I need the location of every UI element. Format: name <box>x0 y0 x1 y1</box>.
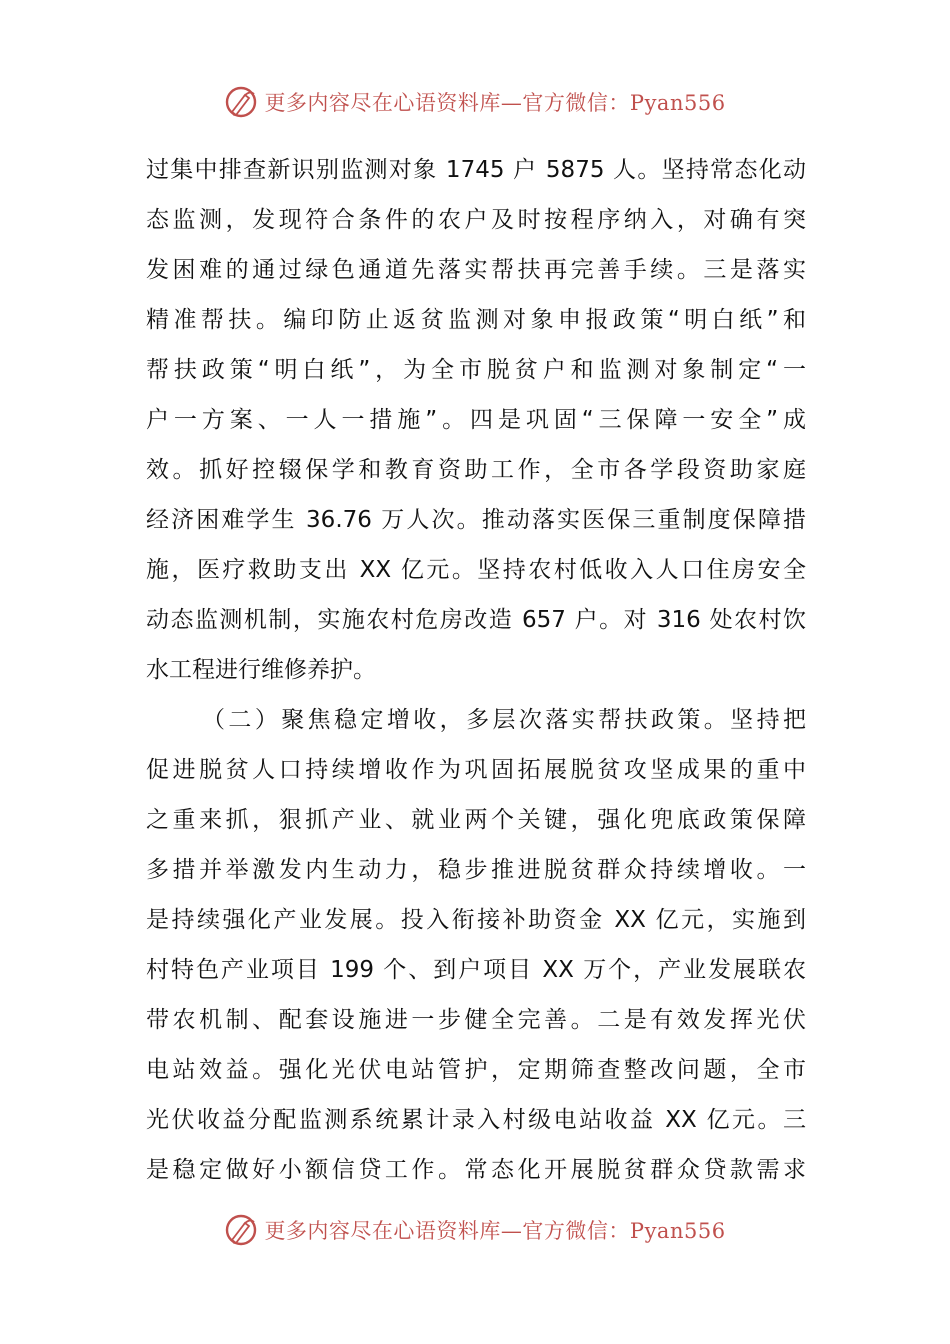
body-line: 经济困难学生 36.76 万人次。推动落实医保三重制度保障措 <box>146 507 806 533</box>
watermark-text: 更多内容尽在心语资料库—官方微信：Pyan556 <box>264 1219 726 1243</box>
body-line: 水工程进行维修养护。 <box>146 657 376 683</box>
pen-logo-icon <box>224 85 258 119</box>
body-line: 多措并举激发内生动力，稳步推进脱贫群众持续增收。一 <box>146 857 806 883</box>
body-line: 电站效益。强化光伏电站管护，定期筛查整改问题，全市 <box>146 1057 806 1083</box>
watermark-header <box>0 84 950 120</box>
body-line: 是稳定做好小额信贷工作。常态化开展脱贫群众贷款需求 <box>146 1157 806 1183</box>
document-body <box>146 145 806 1195</box>
body-line: 村特色产业项目 199 个、到户项目 XX 万个，产业发展联农 <box>146 957 806 983</box>
paragraph-heading-line: （二）聚焦稳定增收，多层次落实帮扶政策。坚持把 <box>202 707 806 733</box>
body-line: 户一方案、一人一措施”。四是巩固“三保障一安全”成 <box>146 407 806 433</box>
pen-logo-icon <box>224 1213 258 1247</box>
body-line: 精准帮扶。编印防止返贫监测对象申报政策“明白纸”和 <box>146 307 806 333</box>
body-line: 动态监测机制，实施农村危房改造 657 户。对 316 处农村饮 <box>146 607 806 633</box>
body-line: 是持续强化产业发展。投入衔接补助资金 XX 亿元，实施到 <box>146 907 806 933</box>
body-line: 效。抓好控辍保学和教育资助工作，全市各学段资助家庭 <box>146 457 806 483</box>
watermark-footer <box>0 1212 950 1248</box>
body-line: 发困难的通过绿色通道先落实帮扶再完善手续。三是落实 <box>146 257 806 283</box>
watermark-text: 更多内容尽在心语资料库—官方微信：Pyan556 <box>264 91 726 115</box>
body-line: 过集中排查新识别监测对象 1745 户 5875 人。坚持常态化动 <box>146 157 806 183</box>
body-line: 促进脱贫人口持续增收作为巩固拓展脱贫攻坚成果的重中 <box>146 757 806 783</box>
body-line: 之重来抓，狠抓产业、就业两个关键，强化兜底政策保障 <box>146 807 806 833</box>
body-line: 态监测，发现符合条件的农户及时按程序纳入，对确有突 <box>146 207 806 233</box>
body-line: 帮扶政策“明白纸”，为全市脱贫户和监测对象制定“一 <box>146 357 806 383</box>
body-line: 施，医疗救助支出 XX 亿元。坚持农村低收入人口住房安全 <box>146 557 806 583</box>
body-line: 光伏收益分配监测系统累计录入村级电站收益 XX 亿元。三 <box>146 1107 806 1133</box>
body-line: 带农机制、配套设施进一步健全完善。二是有效发挥光伏 <box>146 1007 806 1033</box>
